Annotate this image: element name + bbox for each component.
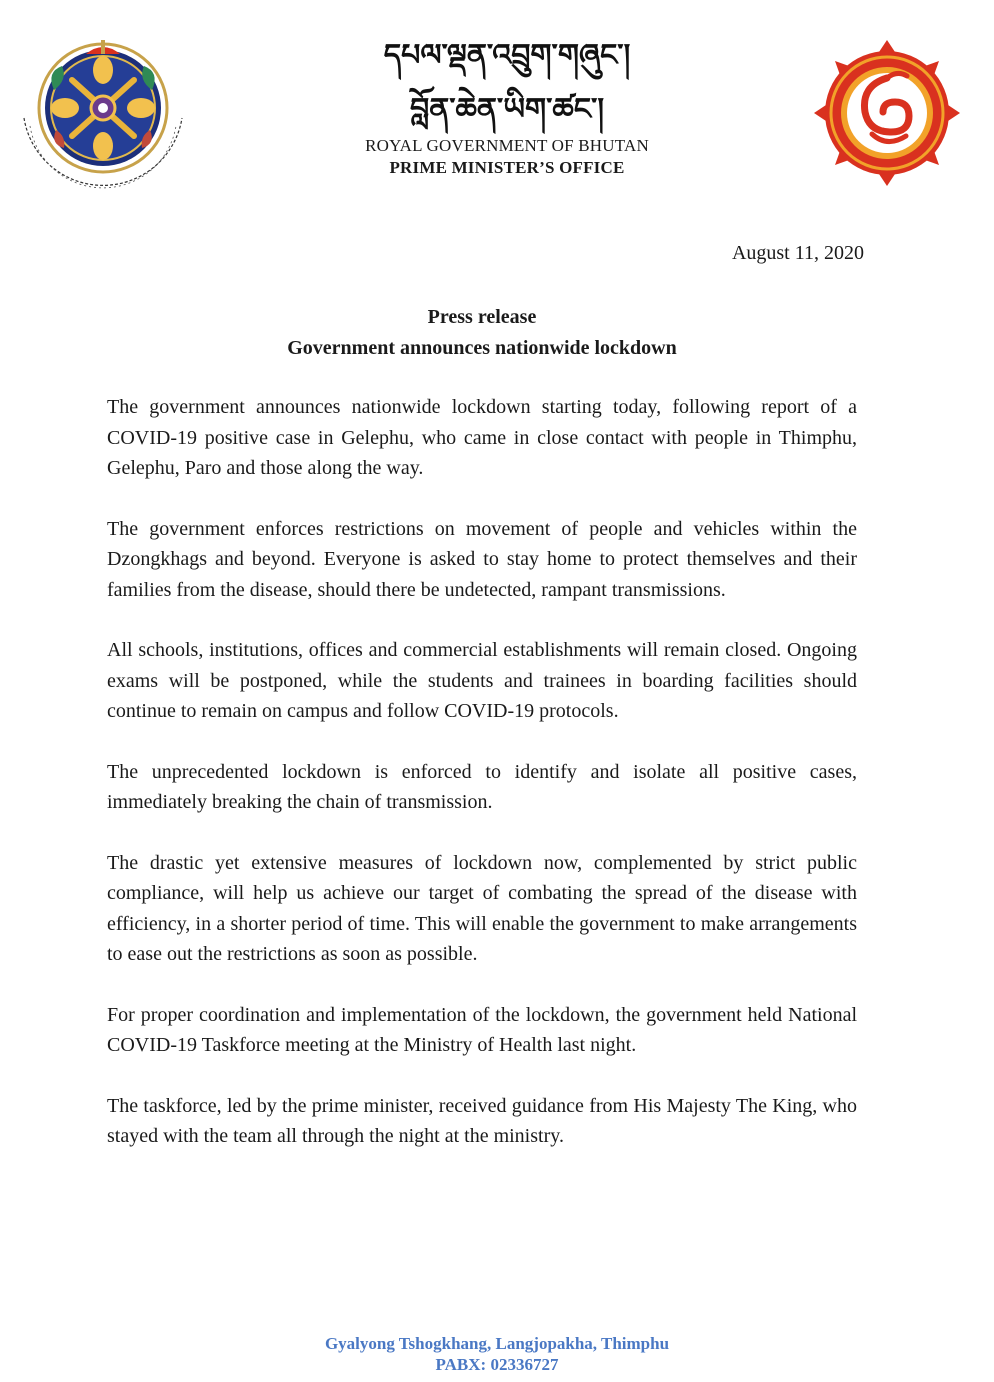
document-title: Press release xyxy=(427,306,537,328)
paragraph: The government enforces restrictions on movement of people and vehicles within the Dzongkhags and beyond. Everyone is asked to stay home to protect themselves and their families from the disease, should there be undetected, rampant transmissions. xyxy=(107,517,857,601)
title-block xyxy=(107,302,857,364)
paragraph: The taskforce, led by the prime minister, received guidance from His Majesty The King, who stayed with the team all through the night at the ministry. xyxy=(107,1094,857,1147)
document-subtitle: Government announces nationwide lockdown xyxy=(287,337,677,359)
paragraph: The government announces nationwide lockdown starting today, following report of a COVID-19 positive case in Gelephu, who came in close contact with people in Thimphu, Gelephu, Paro and those along the way. xyxy=(107,396,857,479)
footer-pabx: PABX: 02336727 xyxy=(435,1355,559,1374)
dzongkha-government-name: དཔལ་ལྡན་འབྲུག་གཞུང་། xyxy=(383,38,631,73)
paragraph: The unprecedented lockdown is enforced to identify and isolate all positive cases, immediately breaking the chain of transmission. xyxy=(107,760,857,813)
footer-address: Gyalyong Tshogkhang, Langjopakha, Thimphu xyxy=(324,1334,670,1353)
letterhead xyxy=(0,0,994,200)
government-dharma-wheel-logo-icon xyxy=(812,38,962,188)
paragraph: For proper coordination and implementation of the lockdown, the government held National COVID-19 Taskforce meeting at the Ministry of Health last night. xyxy=(107,1003,857,1056)
body-text xyxy=(107,392,857,1182)
government-name: ROYAL GOVERNMENT OF BHUTAN xyxy=(365,136,649,155)
release-date: August 11, 2020 xyxy=(731,242,864,264)
office-name: PRIME MINISTER’S OFFICE xyxy=(389,158,625,177)
national-emblem-icon xyxy=(14,30,192,205)
dzongkha-office-name: བློན་ཆེན་ཡིག་ཚང་། xyxy=(409,92,604,127)
paragraph: All schools, institutions, offices and commercial establishments will remain closed. Ongoing exams will be postponed, while the students and trainees in boarding facilities should continue to remain on campus and follow COVID-19 protocols. xyxy=(107,639,857,722)
footer xyxy=(0,1333,994,1375)
paragraph: The drastic yet extensive measures of lockdown now, complemented by strict public compliance, will help us achieve our target of combating the spread of the disease with efficiency, in a shorter period of time. This will enable the government to make arrangements to ease out the restrictions as soon as possible. xyxy=(107,851,857,965)
